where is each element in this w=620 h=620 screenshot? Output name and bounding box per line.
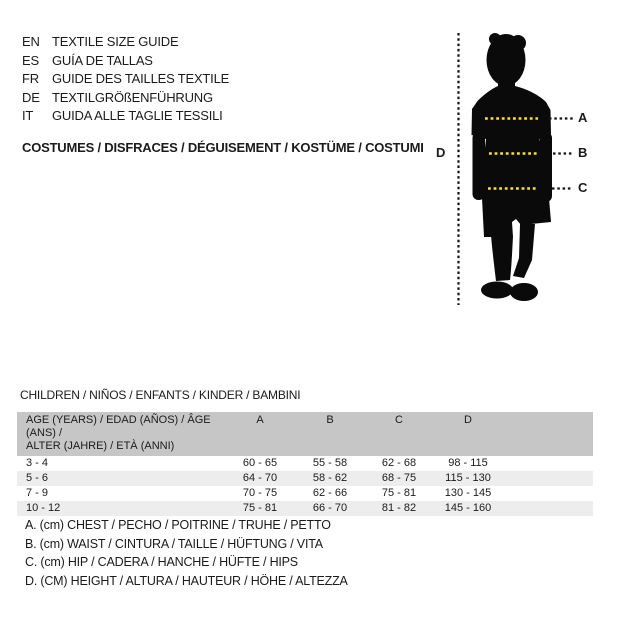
age-cell: 3 - 4: [26, 457, 49, 469]
hip-cell: 81 - 82: [381, 502, 417, 514]
hip-cell: 62 - 68: [381, 457, 417, 469]
column-header-c: C: [395, 414, 403, 426]
table-row: [17, 486, 593, 501]
column-header-a: A: [256, 414, 264, 426]
waist-cell: 55 - 58: [312, 457, 348, 469]
chest-label: A: [578, 110, 588, 125]
language-row: [22, 107, 229, 126]
language-row: [22, 33, 229, 52]
language-list: [22, 33, 229, 126]
size-figure: [425, 22, 615, 314]
language-label: GUIDA ALLE TAGLIE TESSILI: [52, 108, 223, 124]
language-code: EN: [22, 34, 40, 49]
table-title: CHILDREN / NIÑOS / ENFANTS / KINDER / BAMBINI: [20, 388, 301, 402]
legend-line-waist: B. (cm) WAIST / CINTURA / TAILLE / HÜFTUNG / VITA: [25, 536, 323, 551]
column-header-d: D: [464, 414, 472, 426]
table-row: [17, 471, 593, 486]
measurement-legend: [25, 516, 348, 590]
height-cell: 98 - 115: [448, 457, 488, 469]
category-title: COSTUMES / DISFRACES / DÉGUISEMENT / KOSTÜME / COSTUMI: [22, 140, 424, 155]
size-table: [17, 412, 593, 516]
height-cell: 145 - 160: [444, 502, 492, 514]
legend-line-height: D. (CM) HEIGHT / ALTURA / HAUTEUR / HÖHE / ALTEZZA: [25, 573, 348, 588]
legend-line-chest: A. (cm) CHEST / PECHO / POITRINE / TRUHE / PETTO: [25, 518, 331, 532]
child-silhouette: [472, 33, 553, 301]
chest-cell: 64 - 70: [242, 472, 278, 484]
language-code: FR: [22, 71, 39, 87]
table-row: [17, 501, 593, 516]
language-label: TEXTILGRÖßENFÜHRUNG: [52, 89, 213, 105]
table-header-row: [17, 412, 593, 456]
language-row: [22, 52, 229, 71]
age-cell: 5 - 6: [26, 472, 49, 484]
chest-cell: 70 - 75: [242, 487, 278, 499]
height-cell: 130 - 145: [444, 487, 492, 499]
language-code: IT: [22, 108, 34, 124]
table-row: [17, 456, 593, 471]
language-label: GUÍA DE TALLAS: [52, 52, 153, 68]
table-body: [17, 456, 593, 516]
hip-label: C: [578, 180, 588, 195]
child-silhouette-graphic: [425, 22, 615, 314]
height-label: D: [436, 145, 446, 160]
hip-cell: 75 - 81: [381, 487, 417, 499]
legend-line-hip: C. (cm) HIP / CADERA / HANCHE / HÜFTE / HIPS: [25, 555, 298, 570]
chest-cell: 75 - 81: [242, 502, 278, 514]
language-label: TEXTILE SIZE GUIDE: [52, 34, 179, 49]
age-column-header: AGE (YEARS) / EDAD (AÑOS) / ÂGE (ANS) / ALTER (JAHRE) / ETÀ (ANNI): [26, 414, 211, 452]
column-header-b: B: [326, 414, 334, 426]
waist-cell: 62 - 66: [312, 487, 348, 499]
height-cell: 115 - 130: [445, 472, 491, 484]
hip-cell: 68 - 75: [381, 472, 417, 484]
language-row: [22, 89, 229, 108]
language-row: [22, 70, 229, 89]
language-label: GUIDE DES TAILLES TEXTILE: [52, 71, 230, 87]
waist-cell: 66 - 70: [312, 502, 348, 514]
waist-label: B: [578, 145, 588, 160]
age-cell: 10 - 12: [26, 502, 61, 514]
language-code: ES: [22, 52, 39, 68]
language-code: DE: [22, 89, 40, 105]
age-cell: 7 - 9: [26, 487, 49, 499]
chest-cell: 60 - 65: [242, 457, 278, 469]
waist-cell: 58 - 62: [312, 472, 348, 484]
